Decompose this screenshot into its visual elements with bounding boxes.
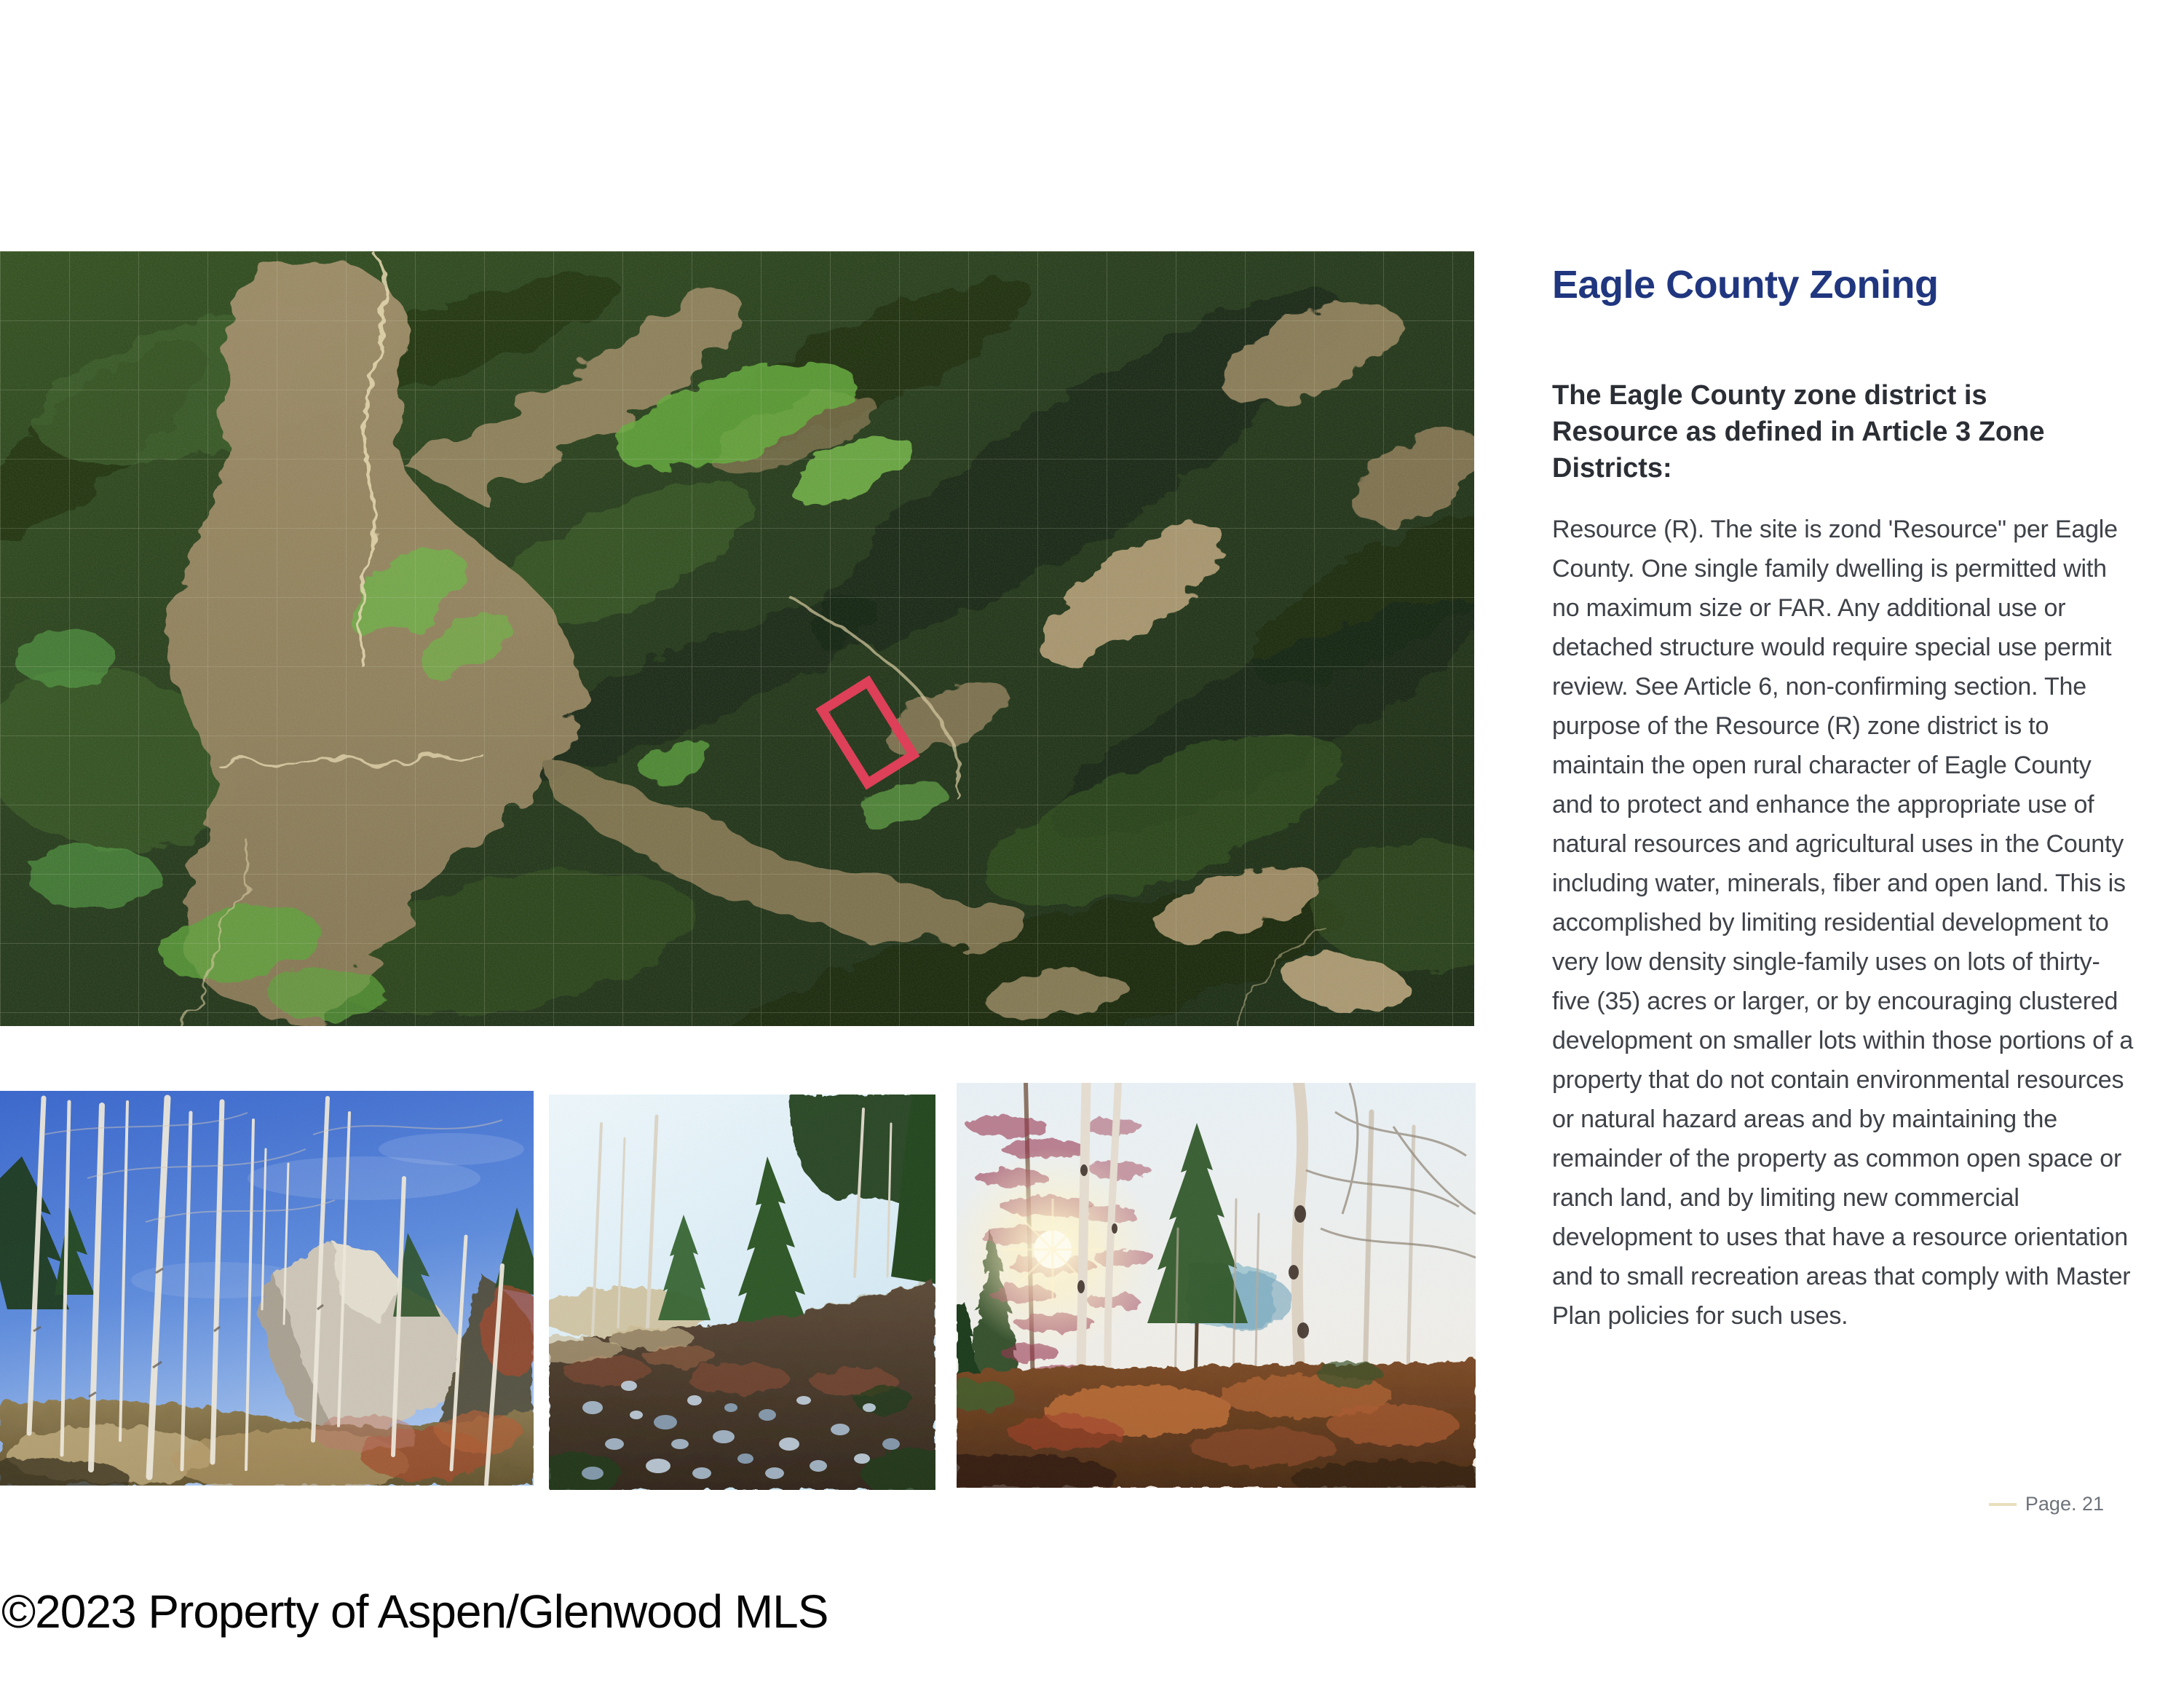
copyright-footer: ©2023 Property of Aspen/Glenwood MLS [1,1585,828,1638]
body-paragraph: Resource (R). The site is zond 'Resource" per Eagle County. One single family dwelling is permitted with no maximum size or FAR. Any additional use or detached structure would require special use permit review. See Article 6, non-confirming section. The purpose of the Resource (R) zone district is to maintain the open rural character of Eagle County and to protect and enhance the appropriate use of natural resources and agricultural uses in the County including water, minerals, fiber and open land. This is accomplished by limiting residential development to very low density single-family uses on lots of thirty-five (35) acres or larger, or by encouraging clustered development on smaller lots within those portions of a property that do not contain environmental resources or natural hazard areas and by maintaining the remainder of the property as common open space or ranch land, and by limiting new commercial development to uses that have a resource orientation and to small recreation areas that comply with Master Plan policies for such uses. [1552,516,2134,1330]
photo-rocky-hillside [549,1095,935,1490]
map-survey-grid [0,251,1474,1026]
page-number: Page. 21 [2025,1493,2104,1515]
intro-paragraph: The Eagle County zone district is Resource as defined in Article 3 Zone Districts: [1552,380,2045,484]
page-indicator [1552,1493,2104,1515]
photo-forest-sunburst [957,1083,1476,1488]
aerial-map-image [0,251,1474,1026]
page-dash [1989,1503,2017,1506]
photo-aspens-rock-outcrop [0,1091,534,1486]
page-title: Eagle County Zoning [1552,263,1939,307]
